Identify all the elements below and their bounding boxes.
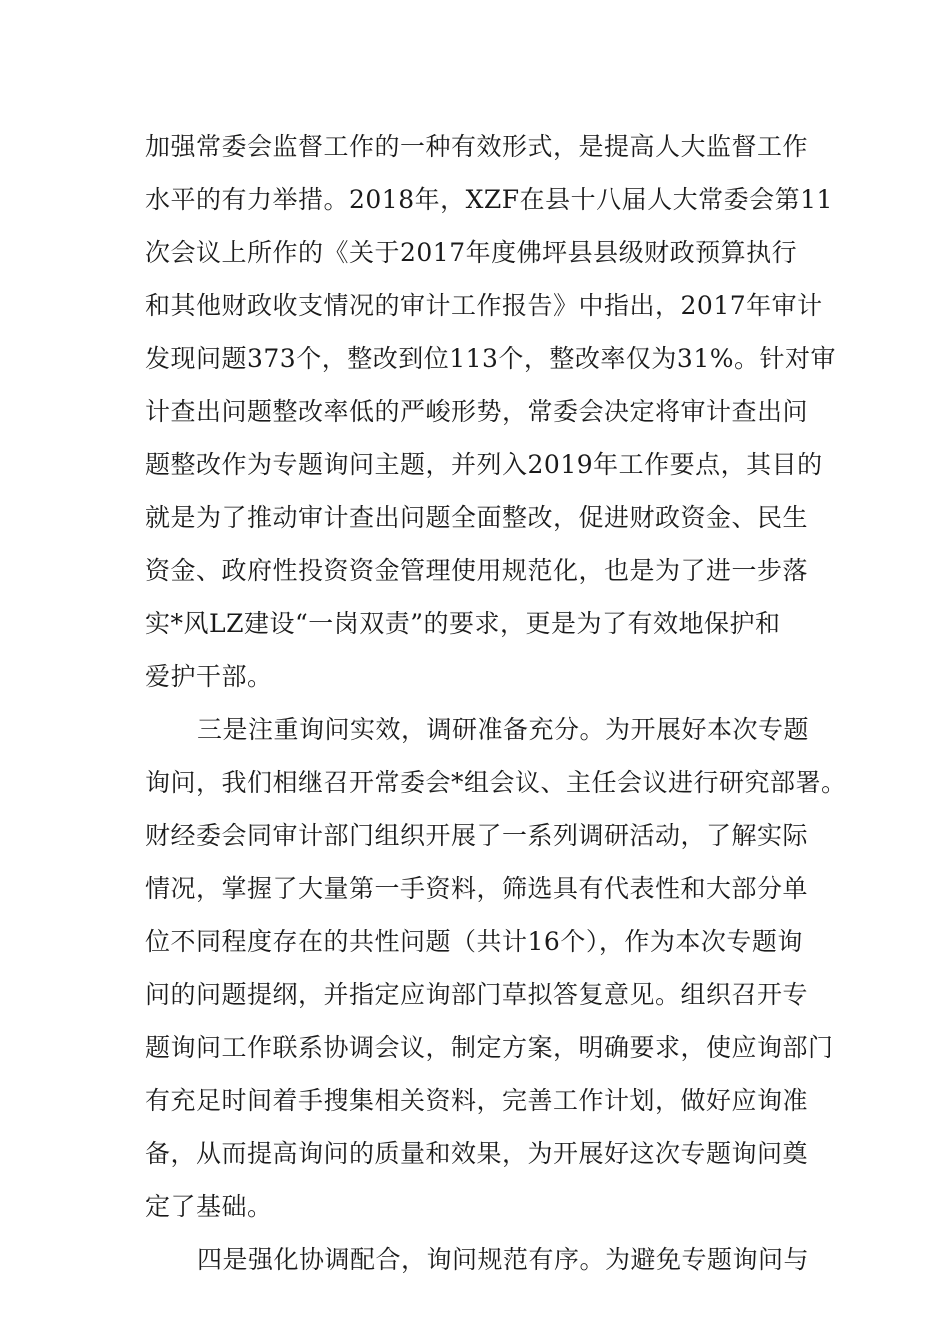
text-line: 位不同程度存在的共性问题（共计16个），作为本次专题询 bbox=[145, 927, 803, 956]
text-line: 资金、政府性投资资金管理使用规范化，也是为了进一步落 bbox=[145, 556, 809, 585]
text-line: 实*风LZ建设“一岗双责”的要求，更是为了有效地保护和 bbox=[145, 609, 781, 638]
text-line: 备，从而提高询问的质量和效果，为开展好这次专题询问奠 bbox=[145, 1139, 809, 1168]
paragraph-start-line: 四是强化协调配合，询问规范有序。为避免专题询问与 bbox=[197, 1245, 810, 1274]
text-line: 和其他财政收支情况的审计工作报告》中指出，2017年审计 bbox=[145, 291, 823, 320]
text-line: 次会议上所作的《关于2017年度佛坪县县级财政预算执行 bbox=[145, 238, 798, 267]
text-line: 加强常委会监督工作的一种有效形式，是提高人大监督工作 bbox=[145, 132, 809, 161]
text-line: 题整改作为专题询问主题，并列入2019年工作要点，其目的 bbox=[145, 450, 823, 479]
text-line: 定了基础。 bbox=[145, 1192, 273, 1221]
text-line: 财经委会同审计部门组织开展了一系列调研活动，了解实际 bbox=[145, 821, 809, 850]
text-line: 情况，掌握了大量第一手资料，筛选具有代表性和大部分单 bbox=[145, 874, 809, 903]
text-line: 发现问题373个，整改到位113个，整改率仅为31%。针对审 bbox=[145, 344, 837, 373]
text-line: 问的问题提纲，并指定应询部门草拟答复意见。组织召开专 bbox=[145, 980, 809, 1009]
text-line: 题询问工作联系协调会议，制定方案，明确要求，使应询部门 bbox=[145, 1033, 834, 1062]
paragraph-start-line: 三是注重询问实效，调研准备充分。为开展好本次专题 bbox=[197, 715, 810, 744]
text-line: 就是为了推动审计查出问题全面整改，促进财政资金、民生 bbox=[145, 503, 809, 532]
text-line: 爱护干部。 bbox=[145, 662, 273, 691]
text-line: 询问，我们相继召开常委会*组会议、主任会议进行研究部署。 bbox=[145, 768, 847, 797]
text-line: 计查出问题整改率低的严峻形势，常委会决定将审计查出问 bbox=[145, 397, 809, 426]
text-line: 水平的有力举措。2018年，XZF在县十八届人大常委会第11 bbox=[145, 185, 833, 214]
text-line: 有充足时间着手搜集相关资料，完善工作计划，做好应询准 bbox=[145, 1086, 809, 1115]
